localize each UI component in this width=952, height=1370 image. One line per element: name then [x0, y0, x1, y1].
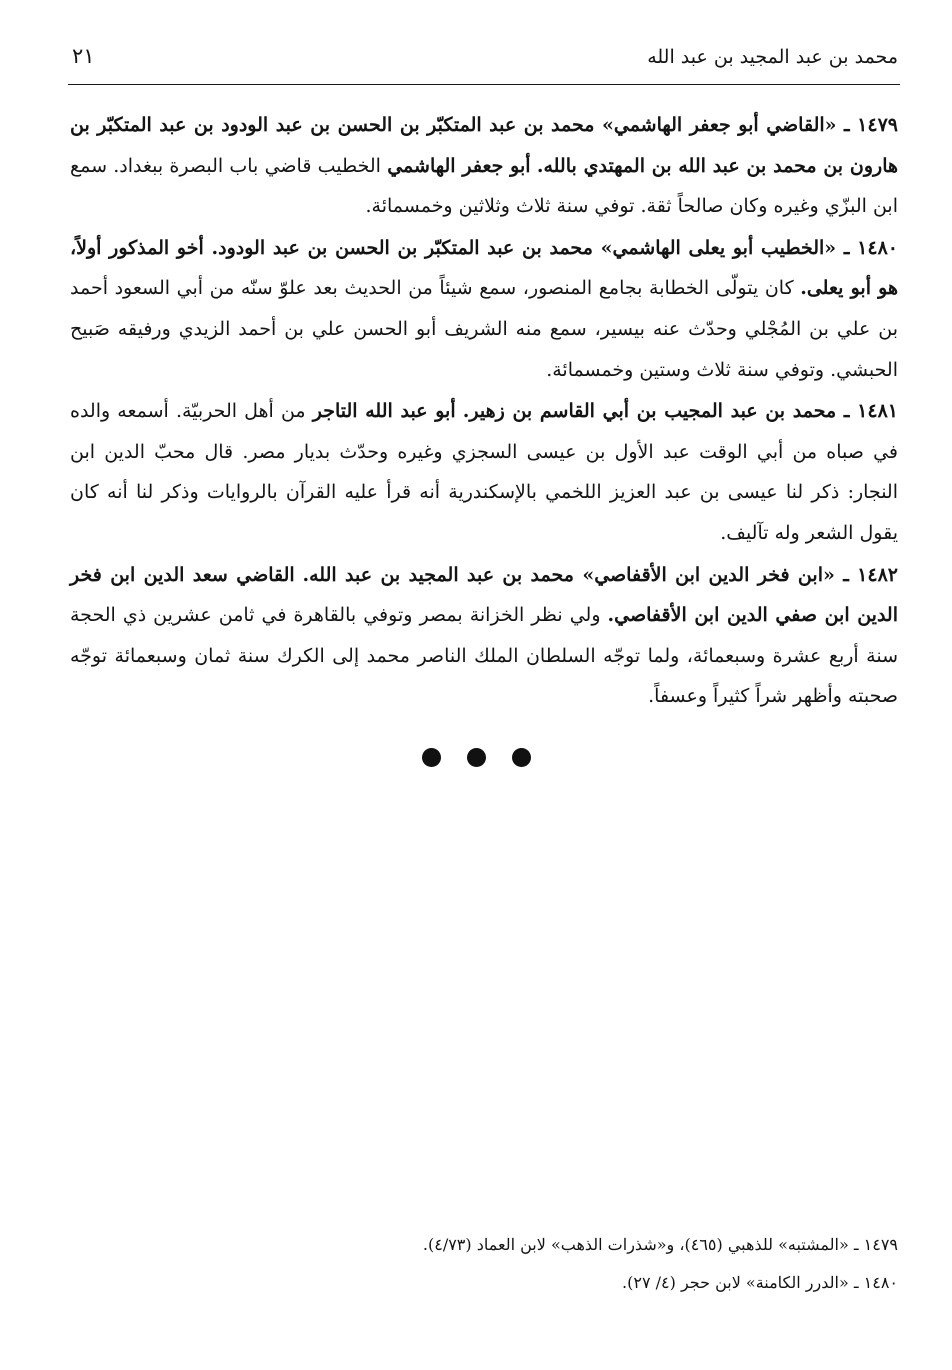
entry-text: من أهل الحربيّة. أسمعه والده في صباه من أبي الوقت عبد الأول بن عيسى السجزي وغيره وحدّث بديار مصر. قال محبّ الدين ابن النجار: ذكر لنا عيسى بن عبد العزيز اللخمي بالإسكندرية أنه قرأ عليه القرآن بالروايات وذكر لنا أنه كان يقول الشعر وله تآليف.	[70, 400, 898, 544]
running-title: محمد بن عبد المجيد بن عبد الله	[647, 46, 898, 68]
ornament-dot	[467, 748, 486, 767]
footnote-1480: ١٤٨٠ ـ «الدرر الكامنة» لابن حجر (٤/ ٢٧).	[622, 1273, 898, 1292]
entry-1482	[70, 555, 898, 717]
footnotes	[300, 1226, 898, 1302]
section-end-ornament	[0, 748, 952, 771]
entry-alt-name: أبو جعفر الهاشمي	[387, 154, 531, 177]
page-number: ٢١	[72, 44, 95, 68]
entry-heading: ١٤٧٩ ـ «القاضي أبو جعفر الهاشمي» محمد بن عبد المتكبّر بن الحسن بن عبد الودود بن عبد المتكبّر بن هارون بن محمد بن عبد الله بن المهتدي بالله.	[70, 114, 899, 177]
entry-1479	[70, 105, 898, 227]
entry-heading: ١٤٨١ ـ محمد بن عبد المجيب بن أبي القاسم بن زهير.	[462, 400, 898, 423]
biography-entries	[70, 105, 898, 718]
ornament-dot	[512, 748, 531, 767]
entry-1481	[70, 391, 898, 553]
entry-text: كان يتولّى الخطابة بجامع المنصور، سمع شيئاً من الحديث بعد علوّ سنّه من أبي السعود أحمد بن علي بن المُجْلي وحدّث عنه بيسير، سمع منه الشريف أبو الحسن علي بن أحمد الزيدي ورفيقه صَبيح الحبشي. وتوفي سنة ثلاث وستين وخمسمائة.	[70, 277, 898, 381]
entry-text: ولي نظر الخزانة بمصر وتوفي بالقاهرة في ثامن عشرين ذي الحجة سنة أربع عشرة وسبعمائة، ولما توجّه السلطان الملك الناصر محمد إلى الكرك سنة ثمان وسبعمائة توجّه صحبته وأظهر شراً كثيراً وعسفاً.	[70, 604, 898, 708]
footnote-1479: ١٤٧٩ ـ «المشتبه» للذهبي (٤٦٥)، و«شذرات الذهب» لابن العماد (٤/٧٣).	[422, 1235, 898, 1254]
entry-heading: ١٤٨٢ ـ «ابن فخر الدين ابن الأقفاصي» محمد بن عبد المجيد بن عبد الله.	[302, 563, 898, 586]
page-header	[68, 44, 900, 85]
ornament-dot	[422, 748, 441, 767]
entry-text: الخطيب قاضي باب البصرة ببغداد. سمع ابن البزّي وغيره وكان صالحاً ثقة. توفي سنة ثلاث وثلاثين وخمسمائة.	[70, 154, 898, 218]
entry-heading: ١٤٨٠ ـ «الخطيب أبو يعلى الهاشمي» محمد بن عبد المتكبّر بن الحسن بن عبد الودود. أخو المذكور أولاً، هو أبو يعلى.	[70, 236, 898, 300]
entry-alt-name: أبو عبد الله التاجر	[312, 400, 456, 423]
entry-alt-name: القاضي سعد الدين ابن فخر الدين ابن صفي الدين ابن الأقفاصي.	[70, 563, 899, 627]
entry-1480	[70, 228, 898, 390]
